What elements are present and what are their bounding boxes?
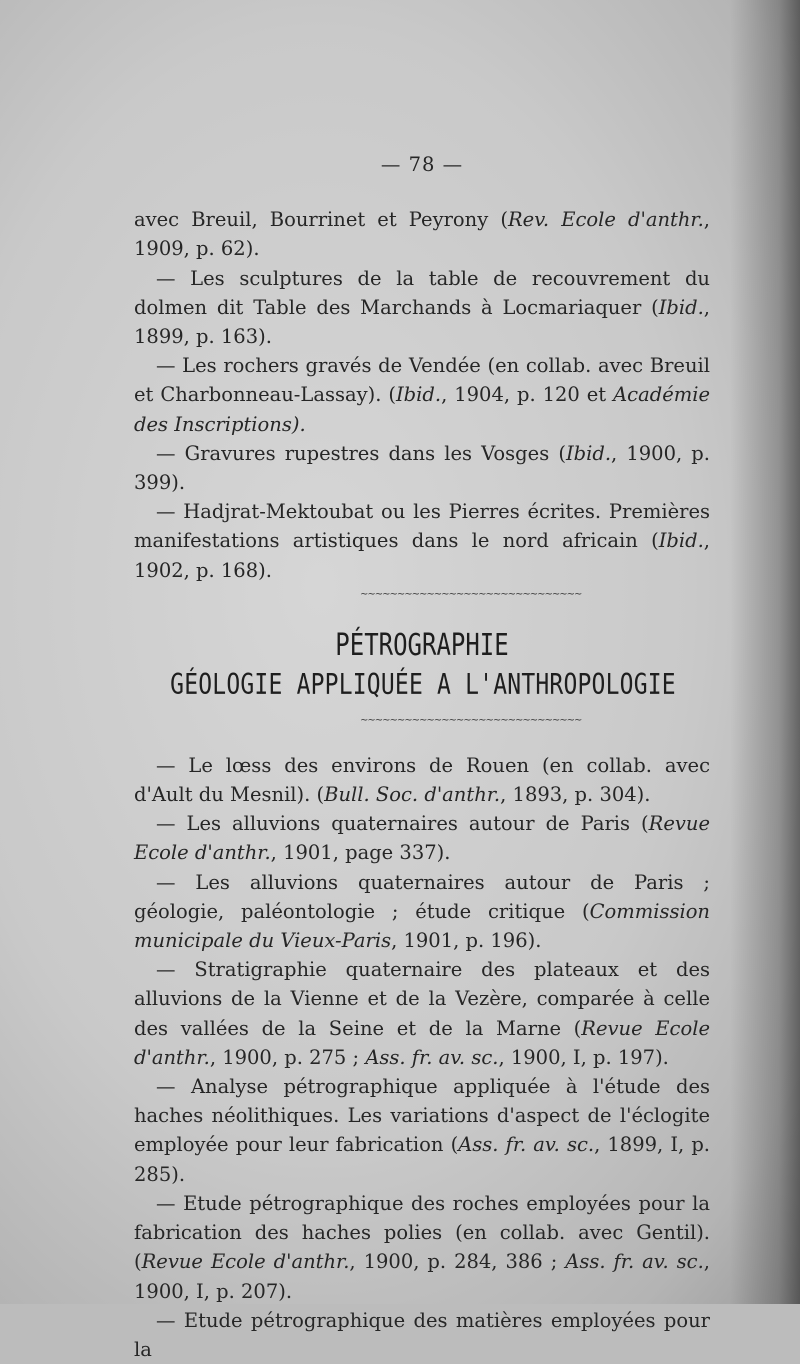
entry-citation-italic: Ibid.: [658, 529, 704, 553]
entry-text: , 1901, p. 196).: [391, 929, 542, 953]
entry-text: avec Breuil, Bourrinet et Peyrony (: [134, 208, 508, 232]
section-heading-line1: PÉTROGRAPHIE: [335, 627, 509, 663]
entry-text: , 1899, p. 163).: [134, 295, 710, 349]
entry-text: — Les alluvions quaternaires autour de Paris ; géologie, paléontologie ; étude critique (: [134, 870, 710, 923]
entry-citation-italic: Revue Ecole d'anthr.: [134, 812, 710, 865]
bibliography-list-top: [134, 205, 710, 585]
bibliography-entry: [134, 1189, 710, 1306]
section-heading-line2: GÉOLOGIE APPLIQUÉE A L'ANTHROPOLOGIE: [170, 668, 676, 702]
wavy-divider-bottom: ∼∼∼∼∼∼∼∼∼∼∼∼∼∼∼∼∼∼∼∼∼∼∼∼∼∼∼∼∼∼: [360, 714, 582, 726]
bibliography-list-bottom: [134, 751, 710, 1364]
entry-text: , 1901, page 337).: [270, 841, 451, 865]
wavy-divider-top: ∼∼∼∼∼∼∼∼∼∼∼∼∼∼∼∼∼∼∼∼∼∼∼∼∼∼∼∼∼∼: [360, 588, 582, 600]
bibliography-entry: [134, 205, 710, 263]
entry-text: , 1899, I, p. 285).: [134, 1133, 711, 1186]
entry-text: — Les rochers gravés de Vendée (en collab. avec Breuil et Charbonneau-Lassay). (: [134, 354, 710, 407]
entry-citation-italic: Ass. fr. av. sc.: [565, 1250, 704, 1274]
entry-citation-italic: Revue Ecole d'anthr.: [134, 1016, 710, 1069]
entry-text: — Hadjrat-Mektoubat ou les Pierres écrites. Premières manifestations artistiques dans le nord africain (: [134, 500, 710, 553]
document-page: [134, 150, 710, 1364]
bibliography-entry: [134, 809, 710, 867]
entry-text: — Stratigraphie quaternaire des plateaux et des alluvions de la Vienne et de la Vezère, comparée à celle des vallées de la Seine et de la Marne (: [134, 958, 710, 1040]
entry-text: , 1900, p. 399).: [134, 441, 710, 495]
bibliography-entry: [134, 1306, 710, 1364]
entry-text: — Les alluvions quaternaires autour de Paris (: [156, 812, 649, 836]
entry-citation-italic: Ass. fr. av. sc.: [365, 1045, 499, 1069]
bibliography-entry: [134, 497, 710, 585]
entry-text: , 1900, I, p. 207).: [134, 1250, 710, 1303]
page-number: — 78 —: [380, 153, 464, 176]
bibliography-entry: [134, 868, 710, 956]
bibliography-entry: [134, 1072, 710, 1189]
entry-citation-italic: Académie des Inscriptions).: [134, 383, 711, 436]
entry-text: , 1902, p. 168).: [134, 529, 710, 582]
bibliography-entry: [134, 751, 710, 809]
entry-text: — Analyse pétrographique appliquée à l'étude des haches néolithiques. Les variations d'aspect de l'éclogite employée pour leur fabrication (: [134, 1075, 710, 1157]
entry-citation-italic: Rev. Ecole d'anthr.: [507, 208, 704, 232]
entry-text: — Les sculptures de la table de recouvrement du dolmen dit Table des Marchands à Locmariaquer (: [134, 266, 710, 319]
bibliography-entry: [134, 264, 710, 352]
entry-text: — Etude pétrographique des roches employées pour la fabrication des haches polies (en collab. avec Gentil). (: [134, 1191, 710, 1274]
bibliography-entry: [134, 439, 710, 497]
entry-citation-italic: Bull. Soc. d'anthr.: [324, 783, 501, 807]
entry-text: — Etude pétrographique des matières employées pour la: [134, 1308, 710, 1361]
entry-citation-italic: Ass. fr. av. sc.: [458, 1133, 595, 1157]
entry-citation-italic: Ibid.: [658, 295, 704, 319]
entry-text: — Gravures rupestres dans les Vosges (: [156, 441, 566, 465]
entry-text: , 1893, p. 304).: [500, 783, 651, 807]
entry-text: , 1900, p. 275 ;: [209, 1045, 366, 1069]
entry-citation-italic: Revue Ecole d'anthr.: [141, 1250, 350, 1274]
entry-text: , 1904, p. 120 et: [441, 383, 614, 407]
page-edge-shadow: [730, 0, 800, 1304]
entry-text: — Le lœss des environs de Rouen (en collab. avec d'Ault du Mesnil). (: [134, 753, 710, 807]
entry-text: , 1900, p. 284, 386 ;: [349, 1250, 566, 1274]
bibliography-entry: [134, 351, 710, 439]
entry-citation-italic: Ibid.: [565, 441, 612, 465]
entry-text: , 1909, p. 62).: [134, 208, 710, 261]
bibliography-entry: [134, 955, 710, 1072]
entry-citation-italic: Ibid.: [395, 383, 442, 407]
entry-text: , 1900, I, p. 197).: [498, 1045, 669, 1069]
entry-citation-italic: Commission municipale du Vieux-Paris: [134, 899, 710, 953]
